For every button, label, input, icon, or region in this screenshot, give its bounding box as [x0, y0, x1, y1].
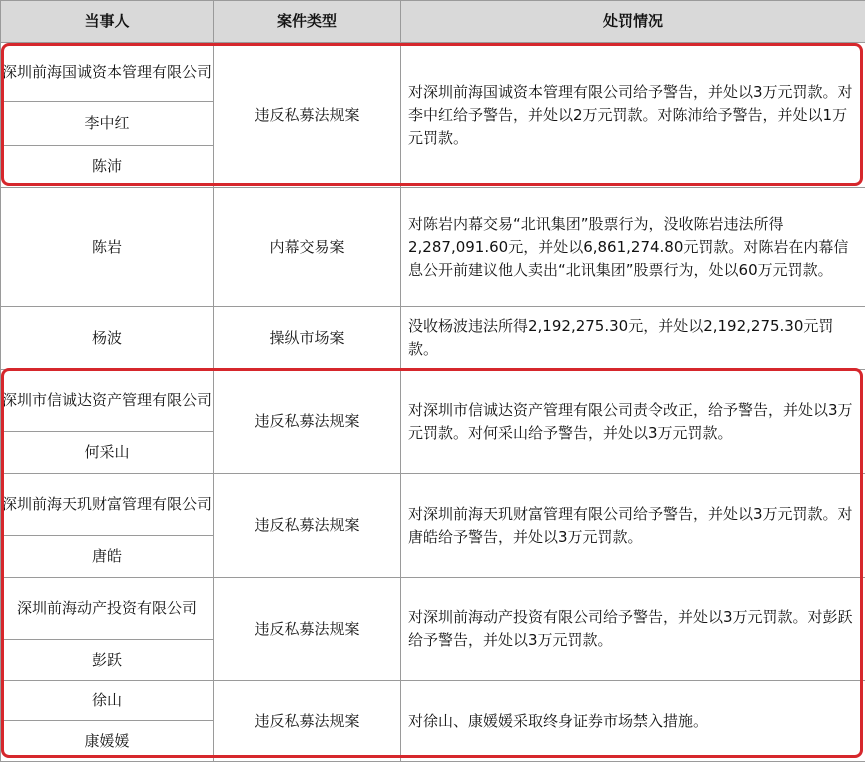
penalty-cell: 对陈岩内幕交易“北讯集团”股票行为，没收陈岩违法所得2,287,091.60元，并处以6,861,274.80元罚款。对陈岩在内幕信息公开前建议他人卖出“北讯集团”股票行为，处以60万元罚款。 [401, 188, 865, 307]
table-row [1, 43, 865, 102]
party-cell: 陈沛 [1, 146, 214, 188]
party-cell: 李中红 [1, 102, 214, 146]
case-type-cell: 违反私募法规案 [214, 681, 401, 762]
party-cell: 彭跃 [1, 640, 214, 681]
penalty-cell: 没收杨波违法所得2,192,275.30元，并处以2,192,275.30元罚款。 [401, 307, 865, 370]
penalty-cell: 对深圳市信诚达资产管理有限公司责令改正，给予警告，并处以3万元罚款。对何采山给予警告，并处以3万元罚款。 [401, 370, 865, 474]
header-penalty: 处罚情况 [401, 1, 865, 43]
party-cell: 深圳市信诚达资产管理有限公司 [1, 370, 214, 432]
case-type-cell: 操纵市场案 [214, 307, 401, 370]
case-type-cell: 内幕交易案 [214, 188, 401, 307]
penalty-cell: 对徐山、康媛媛采取终身证券市场禁入措施。 [401, 681, 865, 762]
table-row [1, 474, 865, 536]
penalty-cell: 对深圳前海动产投资有限公司给予警告，并处以3万元罚款。对彭跃给予警告，并处以3万元罚款。 [401, 578, 865, 681]
case-type-cell: 违反私募法规案 [214, 474, 401, 578]
header-party: 当事人 [1, 1, 214, 43]
party-cell: 深圳前海国诚资本管理有限公司 [1, 43, 214, 102]
table-row [1, 681, 865, 721]
party-cell: 陈岩 [1, 188, 214, 307]
party-cell: 何采山 [1, 432, 214, 474]
party-cell: 唐皓 [1, 536, 214, 578]
header-case-type: 案件类型 [214, 1, 401, 43]
table-row [1, 188, 865, 307]
case-type-cell: 违反私募法规案 [214, 578, 401, 681]
table-row [1, 370, 865, 432]
case-type-cell: 违反私募法规案 [214, 43, 401, 188]
header-row [1, 1, 865, 43]
table-row [1, 307, 865, 370]
party-cell: 深圳前海天玑财富管理有限公司 [1, 474, 214, 536]
penalty-cell: 对深圳前海天玑财富管理有限公司给予警告，并处以3万元罚款。对唐皓给予警告，并处以3万元罚款。 [401, 474, 865, 578]
penalty-cell: 对深圳前海国诚资本管理有限公司给予警告，并处以3万元罚款。对李中红给予警告，并处以2万元罚款。对陈沛给予警告，并处以1万元罚款。 [401, 43, 865, 188]
party-cell: 徐山 [1, 681, 214, 721]
party-cell: 杨波 [1, 307, 214, 370]
case-type-cell: 违反私募法规案 [214, 370, 401, 474]
party-cell: 康媛媛 [1, 721, 214, 762]
table-row [1, 578, 865, 640]
party-cell: 深圳前海动产投资有限公司 [1, 578, 214, 640]
